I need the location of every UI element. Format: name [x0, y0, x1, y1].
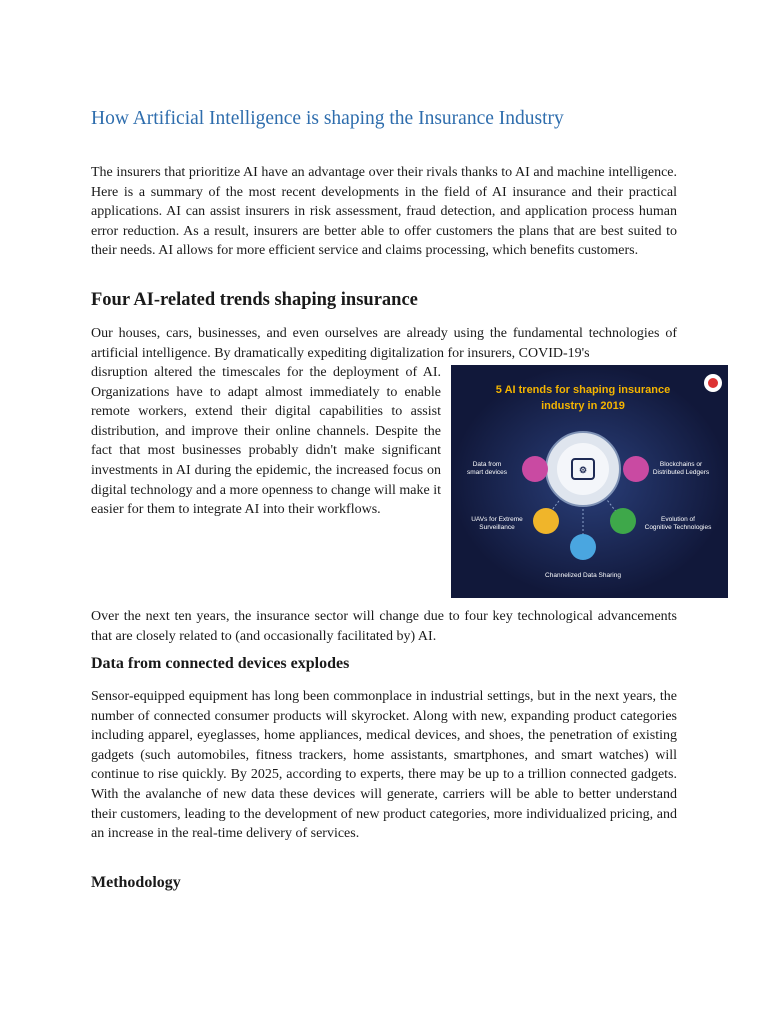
- infographic-title-line2: industry in 2019: [541, 400, 625, 412]
- infographic-graphic: [451, 365, 728, 598]
- label-cognitive-2: Cognitive Technologies: [644, 524, 712, 531]
- intro-paragraph: The insurers that prioritize AI have an advantage over their rivals thanks to AI and machine intelligence. Here is a summary of the most recent developments in the field of AI insurance and their practical applications. AI can assist insurers in risk assessment, fraud detection, and application process human error reduction. As a result, insurers are better able to offer customers the plans that are best suited to their needs. AI allows for more efficient service and claims processing, which benefits customers.: [91, 165, 677, 259]
- smart-devices-icon: [522, 456, 548, 482]
- devices-paragraph: Sensor-equipped equipment has long been commonplace in industrial settings, but in the next years, the number of connected consumer products will skyrocket. Along with new, expanding product categories including apparel, eyeglasses, home appliances, medical devices, and shoes, the penetration of existing gadgets (such automobiles, fitness trackers, home assistants, smartphones, and smart watches) will continue to rise quickly. By 2025, according to experts, there may be up to a trillion connected gadgets. With the avalanche of new data these devices will generate, carriers will be able to better understand their customers, leading to the development of new product categories, more individualized pricing, and an increase in the real-time delivery of services.: [91, 689, 677, 842]
- trends-heading: Four AI-related trends shaping insurance: [91, 290, 418, 310]
- label-cognitive-1: Evolution of: [661, 516, 695, 523]
- blockchain-icon: [623, 456, 649, 482]
- page-title: How Artificial Intelligence is shaping the Insurance Industry: [91, 108, 564, 129]
- devices-heading: Data from connected devices explodes: [91, 655, 350, 672]
- uav-icon: [533, 508, 559, 534]
- ai-chip-glyph-icon: ⚙: [578, 465, 588, 475]
- trends-paragraph-after: Over the next ten years, the insurance sector will change due to four key technological advancements that are closely related to (and occasionally facilitated by) AI.: [91, 609, 677, 644]
- label-blockchain-2: Distributed Ledgers: [652, 469, 710, 476]
- ai-trends-infographic: [451, 365, 728, 598]
- label-uav-1: UAVs for Extreme: [471, 516, 523, 523]
- methodology-heading: Methodology: [91, 874, 181, 891]
- infographic-title-line1: 5 AI trends for shaping insurance: [495, 384, 671, 396]
- trends-paragraph-wrapped: disruption altered the timescales for the deployment of AI. Organizations have to adapt almost immediately to enable remote workers, extend their digital capabilities to assist distribution, and improve their online channels. Despite the fact that most businesses probably didn't make significant investments in AI during the epidemic, the increased focus on digital technology and a more openness to change will make it easier for them to integrate AI into their workflows.: [91, 365, 441, 518]
- label-smart-devices-1: Data from: [472, 461, 502, 468]
- trends-paragraph-intro: Our houses, cars, businesses, and even ourselves are already using the fundamental technologies of artificial intelligence. By dramatically expediting digitalization for insurers, COVID-19's: [91, 326, 677, 361]
- label-smart-devices-2: smart devices: [466, 469, 508, 476]
- label-blockchain-1: Blockchains or: [659, 461, 703, 468]
- label-uav-2: Surveillance: [479, 524, 515, 531]
- cognitive-tech-icon: [610, 508, 636, 534]
- data-sharing-icon: [570, 534, 596, 560]
- brand-logo-dot-icon: [708, 378, 718, 388]
- label-data-sharing: Channelized Data Sharing: [545, 572, 621, 579]
